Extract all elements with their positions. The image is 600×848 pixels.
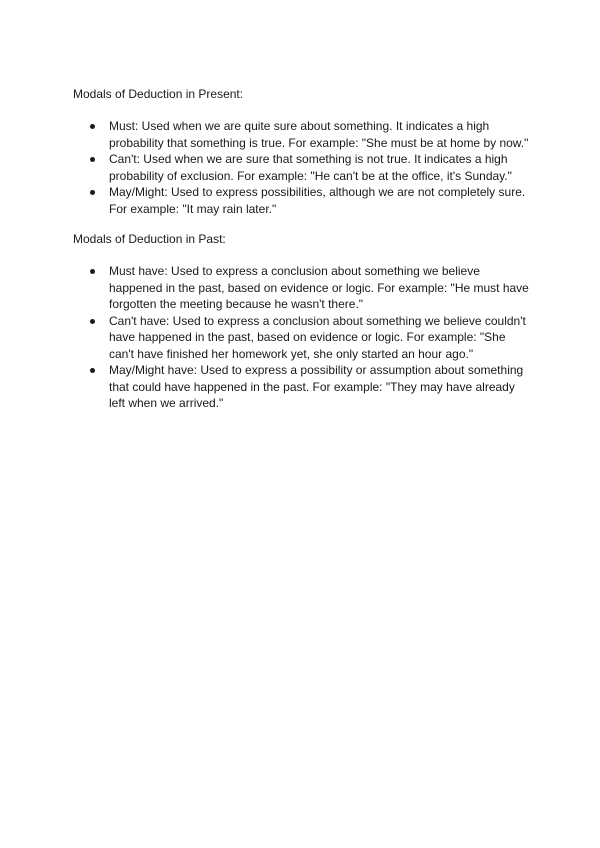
list-item <box>73 118 533 151</box>
list-item-text: Must have: Used to express a conclusion about something we believe happened in the past, based on evidence or logic. For example: "He must have forgotten the meeting because he wasn't there." <box>109 264 529 311</box>
section-past-modals <box>73 231 533 412</box>
list-item-text: Can't: Used when we are sure that something is not true. It indicates a high probability of exclusion. For example: "He can't be at the office, it's Sunday." <box>109 152 512 183</box>
bullet-list <box>73 263 533 412</box>
bullet-icon <box>90 319 95 324</box>
document-body <box>73 86 533 412</box>
section-heading: Modals of Deduction in Past: <box>73 232 226 246</box>
bullet-icon <box>90 157 95 162</box>
list-item <box>73 362 533 412</box>
bullet-icon <box>90 190 95 195</box>
list-item-text: Can't have: Used to express a conclusion about something we believe couldn't have happened in the past, based on evidence or logic. For example: "She can't have finished her homework yet, she only started an hour ago." <box>109 313 526 361</box>
bullet-icon <box>90 269 95 274</box>
section-present-modals <box>73 86 533 217</box>
list-item-text: Must: Used when we are quite sure about something. It indicates a high probability that something is true. For example: "She must be at home by now." <box>109 119 529 150</box>
bullet-list <box>73 118 533 217</box>
list-item <box>73 313 533 363</box>
section-heading: Modals of Deduction in Present: <box>73 87 244 101</box>
list-item-text: May/Might: Used to express possibilities, although we are not completely sure. For example: "It may rain later." <box>109 185 526 216</box>
list-item <box>73 151 533 184</box>
bullet-icon <box>90 124 95 129</box>
list-item <box>73 184 533 217</box>
list-item-text: May/Might have: Used to express a possibility or assumption about something that could have happened in the past. For example: "They may have already left when we arrived." <box>109 363 524 410</box>
bullet-icon <box>90 368 95 373</box>
list-item <box>73 263 533 313</box>
